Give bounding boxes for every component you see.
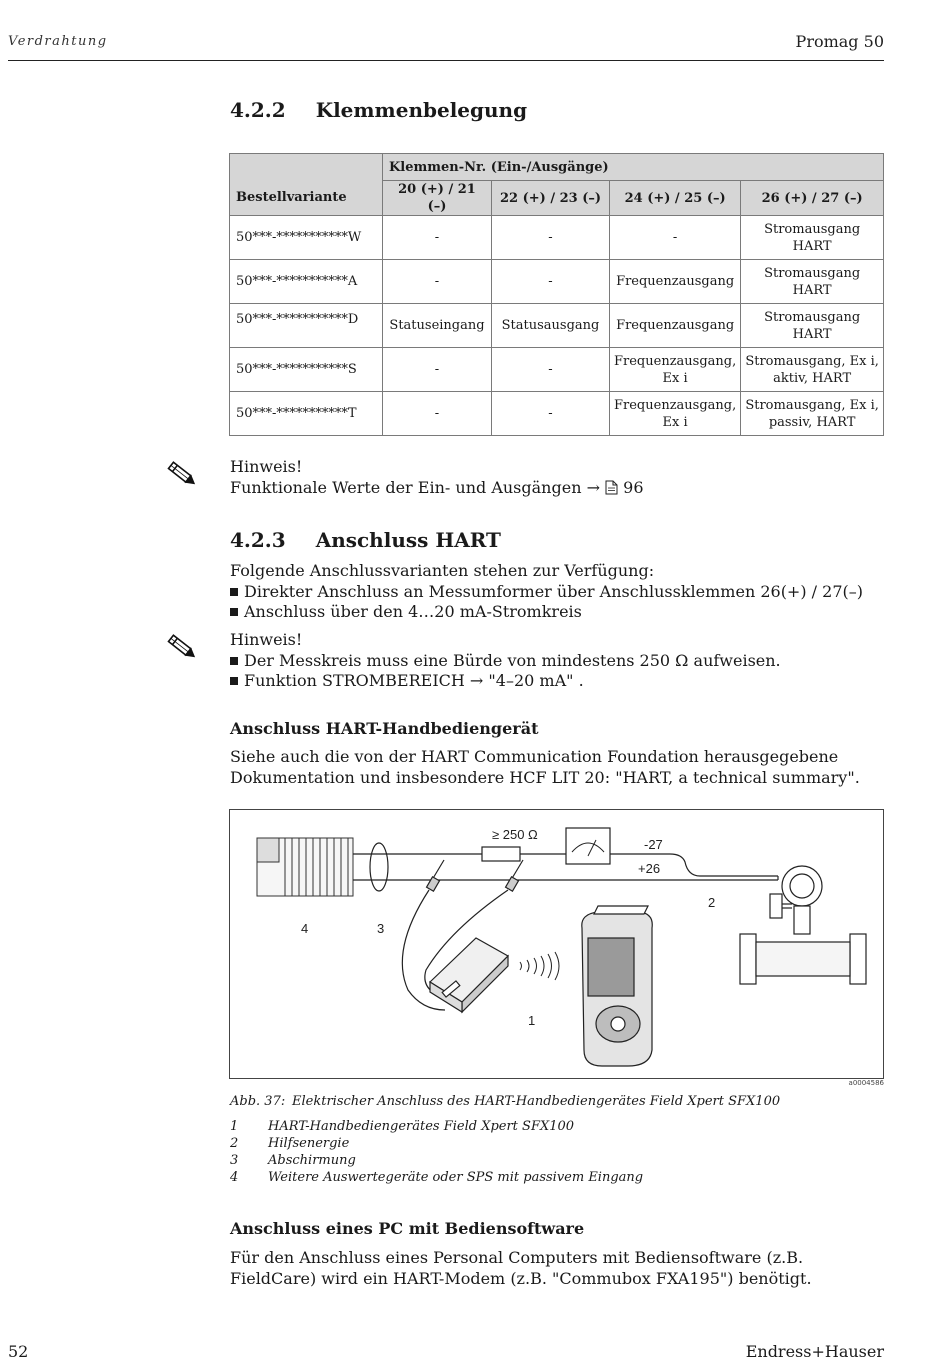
list-item <box>230 602 884 623</box>
ammeter-icon <box>566 828 610 864</box>
legend-item <box>230 1152 643 1169</box>
legend-text: HART-Handbediengerätes Field Xpert SFX100 <box>268 1119 575 1134</box>
note-title: Hinweis! <box>230 457 303 476</box>
list-item <box>230 651 884 672</box>
col-header: 26 (+) / 27 (–) <box>741 181 884 216</box>
table-cell: Stromausgang, Ex i, passiv, HART <box>741 392 884 436</box>
resistor-icon <box>482 847 520 861</box>
note-hinweis-2 <box>230 630 884 692</box>
footer-brand: Endress+Hauser <box>745 1342 884 1361</box>
legend-text: Abschirmung <box>268 1153 356 1168</box>
table-row <box>230 304 884 348</box>
table-cell: Stromausgang HART <box>741 304 884 348</box>
page-reference-icon <box>605 480 618 495</box>
list-item-text: Funktion STROMBEREICH → "4–20 mA" . <box>244 671 584 690</box>
table-cell: - <box>492 348 610 392</box>
col-header: 20 (+) / 21 (–) <box>383 181 492 216</box>
table-cell: 50***-***********S <box>230 348 383 392</box>
callout-3: 3 <box>377 921 385 936</box>
table-cell: 50***-***********T <box>230 392 383 436</box>
table-group-header: Klemmen-Nr. (Ein-/Ausgänge) <box>383 154 884 181</box>
table-cell: Frequenzausgang, Ex i <box>610 348 741 392</box>
table-cell: - <box>610 216 741 260</box>
table-cell: - <box>383 216 492 260</box>
legend-item <box>230 1135 643 1152</box>
figure-caption <box>230 1094 780 1109</box>
section-number: 4.2.2 <box>230 98 286 122</box>
table-cell: Frequenzausgang <box>610 304 741 348</box>
section-title: Klemmenbelegung <box>315 98 528 122</box>
col-header: 24 (+) / 25 (–) <box>610 181 741 216</box>
section-heading-423 <box>230 528 884 552</box>
caption-number: Abb. 37: <box>230 1094 286 1109</box>
hart-modem-icon <box>430 938 508 1012</box>
legend-item <box>230 1118 643 1135</box>
bullet <box>230 588 238 596</box>
table-cell: - <box>492 216 610 260</box>
table-cell: 50***-***********A <box>230 260 383 304</box>
table-cell: Stromausgang HART <box>741 260 884 304</box>
paragraph-handheld: Siehe auch die von der HART Communication Foundation herausgegebene Dokumentation und insbesondere HCF LIT 20: "HART, a technical summary". <box>230 747 860 787</box>
table-cell: Frequenzausgang <box>610 260 741 304</box>
page-number: 52 <box>8 1342 29 1361</box>
table-cell: Frequenzausgang, Ex i <box>610 392 741 436</box>
handheld-device-icon <box>582 906 652 1066</box>
note-text <box>230 478 884 499</box>
intro-text: Folgende Anschlussvarianten stehen zur Verfügung: <box>230 561 655 580</box>
legend-num: 1 <box>230 1119 239 1134</box>
paragraph-pc: Für den Anschluss eines Personal Computers mit Bediensoftware (z.B. FieldCare) wird ein HART-Modem (z.B. "Commubox FXA195") benötigt. <box>230 1248 812 1288</box>
flowmeter-icon <box>740 866 866 984</box>
legend-num: 4 <box>230 1170 239 1185</box>
table-cell: - <box>383 392 492 436</box>
page-ref-link[interactable]: 96 <box>623 477 644 497</box>
legend-num: 2 <box>230 1136 239 1151</box>
terminal-minus-label: -27 <box>644 837 663 852</box>
shield-icon <box>370 843 388 891</box>
pencil-note-icon <box>165 457 199 491</box>
callout-4: 4 <box>301 921 309 936</box>
wiring-diagram <box>230 810 883 1078</box>
table-cell: Stromausgang, Ex i, aktiv, HART <box>741 348 884 392</box>
table-cell: Statusausgang <box>492 304 610 348</box>
table-cell: - <box>492 392 610 436</box>
list-item-text: Anschluss über den 4…20 mA-Stromkreis <box>244 602 582 621</box>
list-item <box>230 582 884 603</box>
section-heading-422 <box>230 98 884 122</box>
table-cell: Statuseingang <box>383 304 492 348</box>
legend-item <box>230 1169 643 1186</box>
figure-hart-connection <box>229 809 884 1079</box>
table-cell: - <box>383 260 492 304</box>
legend-text: Weitere Auswertegeräte oder SPS mit passivem Eingang <box>268 1170 644 1185</box>
table-row <box>230 216 884 260</box>
list-item <box>230 671 884 692</box>
table-cell: Stromausgang HART <box>741 216 884 260</box>
table-cell: - <box>492 260 610 304</box>
intro-paragraph <box>230 561 884 623</box>
legend-text: Hilfsenergie <box>268 1136 350 1151</box>
terminal-assignment-table <box>229 153 884 436</box>
figure-id: a0004586 <box>848 1079 884 1087</box>
callout-2: 2 <box>708 895 716 910</box>
wireless-signal-icon <box>520 952 559 980</box>
figure-legend <box>230 1118 643 1186</box>
section-number: 4.2.3 <box>230 528 286 552</box>
bullet <box>230 677 238 685</box>
note-text-label: Funktionale Werte der Ein- und Ausgängen → <box>230 477 606 497</box>
note-hinweis-1 <box>230 457 884 498</box>
subheading-handheld: Anschluss HART-Handbediengerät <box>230 719 539 738</box>
list-item-text: Direkter Anschluss an Messumformer über Anschlussklemmen 26(+) / 27(–) <box>244 581 863 601</box>
table-row <box>230 348 884 392</box>
resistor-label: ≥ 250 Ω <box>492 827 538 842</box>
running-header-product: Promag 50 <box>795 32 884 51</box>
header-rule <box>8 60 884 61</box>
bullet <box>230 608 238 616</box>
bullet <box>230 657 238 665</box>
caption-text: Elektrischer Anschluss des HART-Handbediengerätes Field Xpert SFX100 <box>292 1094 781 1109</box>
table-cell: 50***-***********W <box>230 216 383 260</box>
col-header: Bestellvariante <box>230 181 383 216</box>
terminal-plus-label: +26 <box>638 861 661 876</box>
section-title: Anschluss HART <box>315 528 501 552</box>
list-item-text: Der Messkreis muss eine Bürde von mindestens 250 Ω aufweisen. <box>244 650 781 670</box>
table-row <box>230 392 884 436</box>
table-row <box>230 260 884 304</box>
plc-rack-icon <box>257 838 353 896</box>
pencil-note-icon <box>165 630 199 664</box>
note-title: Hinweis! <box>230 630 303 649</box>
subheading-pc: Anschluss eines PC mit Bediensoftware <box>230 1219 585 1238</box>
table-cell: - <box>383 348 492 392</box>
table-corner-cell <box>230 154 383 181</box>
table-cell: 50***-***********D <box>230 304 383 348</box>
legend-num: 3 <box>230 1153 239 1168</box>
callout-1: 1 <box>528 1013 536 1028</box>
running-header-chapter: Verdrahtung <box>8 34 108 49</box>
col-header: 22 (+) / 23 (–) <box>492 181 610 216</box>
